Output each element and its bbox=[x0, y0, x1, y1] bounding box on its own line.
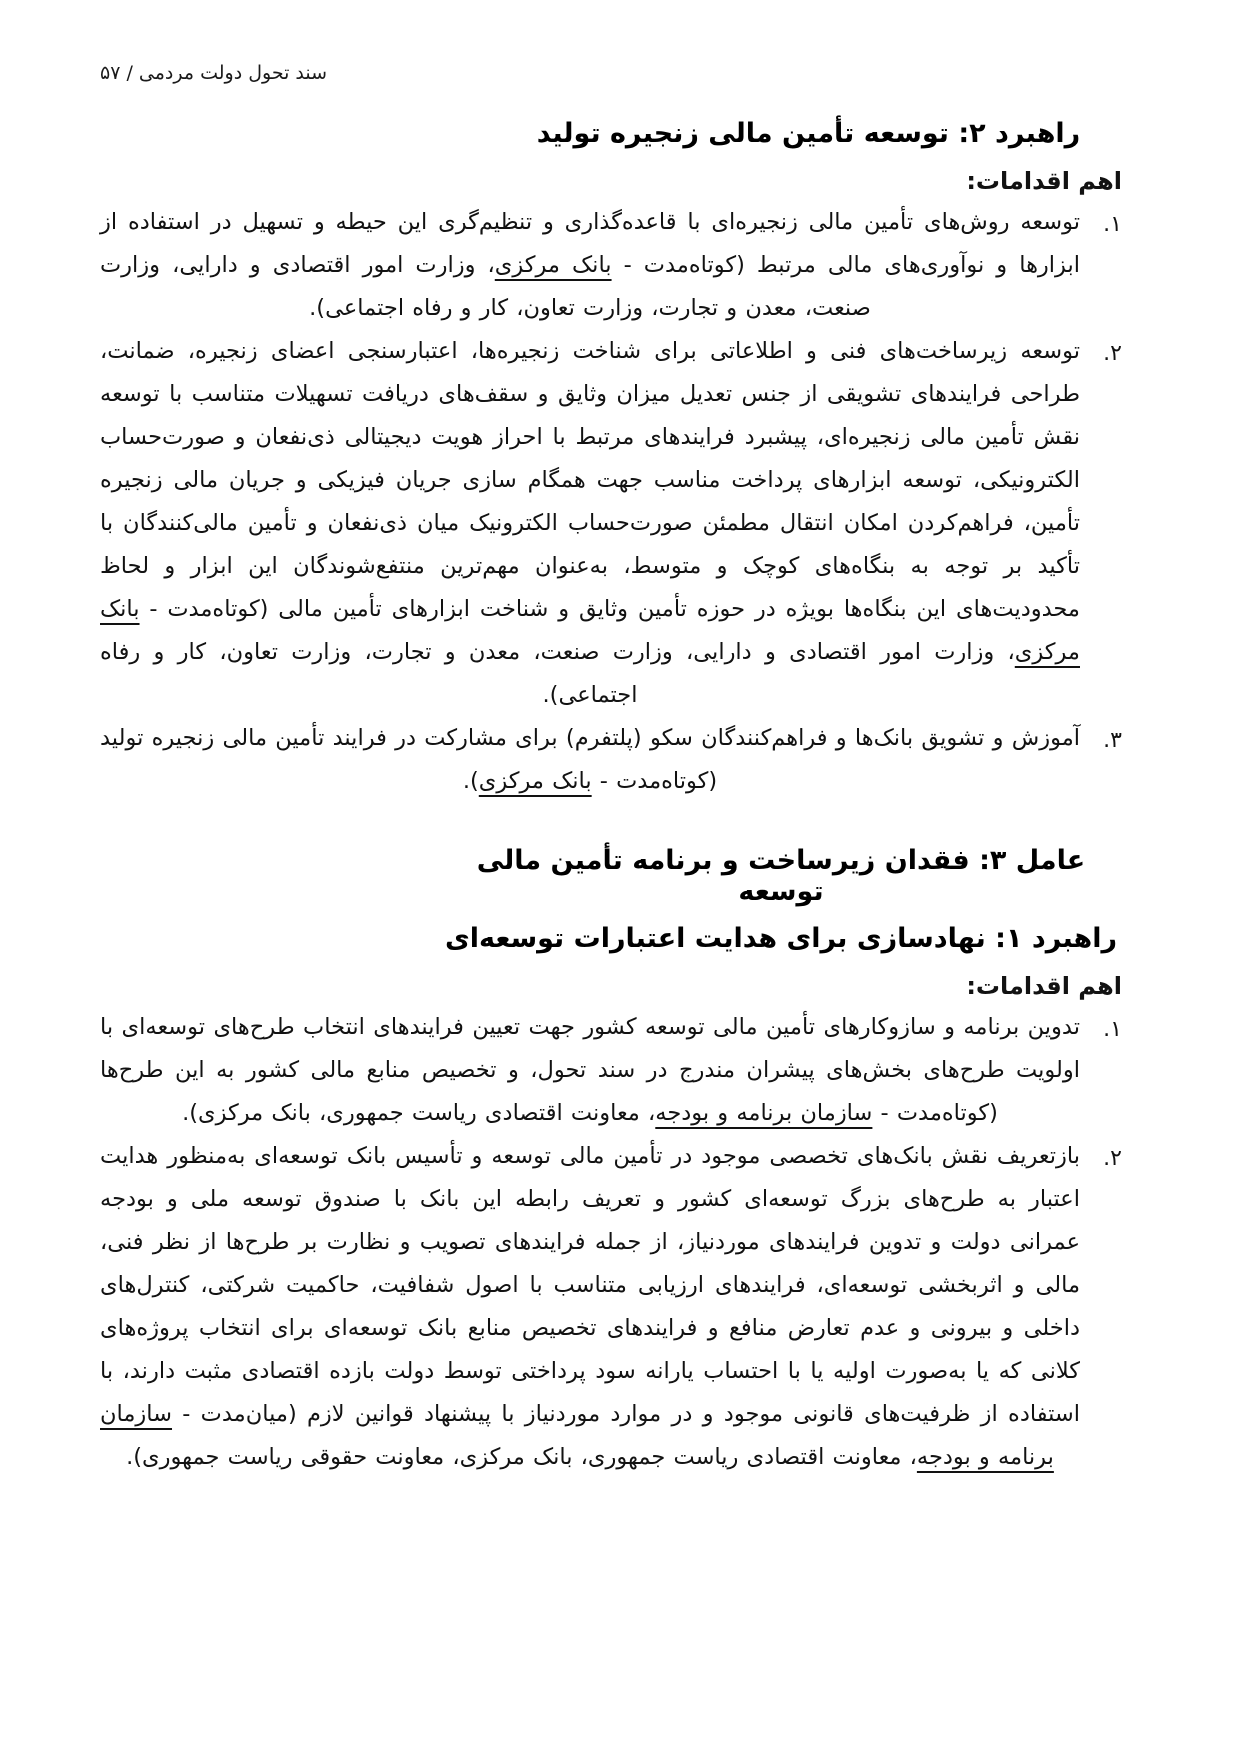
key-actions-label-2: اهم اقدامات: bbox=[966, 972, 1122, 1000]
item-text bbox=[100, 330, 1080, 717]
text-segment: بازتعریف نقش بانک‌های تخصصی موجود در تأمین مالی توسعه و تأسیس بانک توسعه‌ای به‌منظور هدایت اعتبار به طرح‌های بزرگ توسعه‌ای کشور و تعریف رابطه این بانک با صندوق توسعه ملی و بودجه عمرانی دولت و تدوین فرایندهای موردنیاز، از جمله فرایندهای تصویب و نظارت بر طرح‌ها از نظر فنی، مالی و اثربخشی توسعه‌ای، فرایندهای ارزیابی متناسب با اصول شفافیت، حاکمیت شرکتی، کنترل‌های داخلی و بیرونی و عدم تعارض منافع و فرایندهای تخصیص منابع بانک توسعه‌ای برای انتخاب پروژه‌های کلانی که یا به‌صورت اولیه یا با احتساب یارانه سود پرداختی توسط دولت بازده اقتصادی مثبت دارند، با استفاده از ظرفیت‌های قانونی موجود و در موارد موردنیاز با پیشنهاد قوانین لازم (میان‌مدت - bbox=[100, 1143, 1080, 1427]
text-segment: ). bbox=[462, 768, 479, 794]
text-segment: توسعه زیرساخت‌های فنی و اطلاعاتی برای شناخت زنجیره‌ها، اعتبارسنجی اعضای زنجیره، ضمانت، طراحی فرایندهای تشویقی از جنس تعدیل میزان وثایق و سقف‌های دریافت تسهیلات متناسب با توسعه نقش تأمین مالی زنجیره‌ای، پیشبرد فرایندهای مرتبط با احراز هویت دیجیتالی ذی‌نفعان و صورت‌حساب الکترونیکی، توسعه ابزارهای پرداخت مناسب جهت همگام سازی جریان فیزیکی و جریان مالی زنجیره تأمین، فراهم‌کردن امکان انتقال مطمئن صورت‌حساب الکترونیک میان ذی‌نفعان و تأمین مالی‌کنندگان با تأکید بر توجه به بنگاه‌های کوچک و متوسط، به‌عنوان مهم‌ترین منتفع‌شوندگان این ابزار و لحاظ محدودیت‌های این بنگاه‌ها بویژه در حوزه تأمین وثایق و شناخت ابزارهای تأمین مالی (کوتاه‌مدت - bbox=[100, 338, 1080, 622]
text-segment: تدوین برنامه و سازوکارهای تأمین مالی توسعه کشور جهت تعیین فرایندهای انتخاب طرح‌های توسعه‌ای با اولویت طرح‌های بخش‌های پیشران مندرج در سند تحول، و تخصیص منابع مالی کشور به این طرح‌ها (کوتاه‌مدت - bbox=[100, 1014, 1080, 1126]
text-segment: ، معاونت اقتصادی ریاست جمهوری، بانک مرکزی، معاونت حقوقی ریاست جمهوری). bbox=[126, 1444, 917, 1470]
list-item bbox=[100, 201, 1122, 330]
text-segment: ، وزارت امور اقتصادی و دارایی، وزارت صنعت، معدن و تجارت، وزارت تعاون، کار و رفاه اجتماعی). bbox=[100, 252, 871, 321]
item-text bbox=[100, 201, 1080, 330]
strategy-1-heading: راهبرد ۱: نهادسازی برای هدایت اعتبارات توسعه‌ای bbox=[444, 923, 1118, 954]
factor-3-heading: عامل ۳: فقدان زیرساخت و برنامه تأمین مالی توسعه bbox=[476, 845, 1086, 907]
running-header bbox=[100, 62, 1122, 84]
underlined-entity: سازمان برنامه و بودجه bbox=[655, 1100, 873, 1126]
item-number: ۱. bbox=[1103, 212, 1122, 237]
text-segment: آموزش و تشویق بانک‌ها و فراهم‌کنندگان سکو (پلتفرم) برای مشارکت در فرایند تأمین مالی زنجیره تولید (کوتاه‌مدت - bbox=[100, 725, 1080, 794]
strategy-2-heading: راهبرد ۲: توسعه تأمین مالی زنجیره تولید bbox=[536, 118, 1081, 149]
actions-list-1 bbox=[100, 201, 1122, 803]
underlined-entity: بانک مرکزی bbox=[494, 252, 612, 278]
text-segment: توسعه روش‌های تأمین مالی زنجیره‌ای با قاعده‌گذاری و تنظیم‌گری این حیطه و تسهیل در استفاده از ابزارها و نوآوری‌های مالی مرتبط (کوتاه‌مدت - bbox=[100, 209, 1080, 278]
underlined-entity: بانک مرکزی bbox=[100, 596, 1080, 665]
item-text bbox=[100, 717, 1080, 803]
key-actions-label-1: اهم اقدامات: bbox=[966, 167, 1122, 195]
underlined-entity: سازمان برنامه و بودجه bbox=[100, 1401, 1054, 1470]
text-segment: ، معاونت اقتصادی ریاست جمهوری، بانک مرکزی). bbox=[182, 1100, 656, 1126]
list-item bbox=[100, 1135, 1122, 1479]
item-number: ۲. bbox=[1103, 1146, 1122, 1171]
underlined-entity: بانک مرکزی bbox=[478, 768, 592, 794]
item-number: ۳. bbox=[1103, 728, 1122, 753]
running-header-text: سند تحول دولت مردمی / ۵۷ bbox=[100, 62, 328, 84]
text-segment: ، وزارت امور اقتصادی و دارایی، وزارت صنعت، معدن و تجارت، وزارت تعاون، کار و رفاه اجتماعی). bbox=[100, 639, 1015, 708]
list-item bbox=[100, 330, 1122, 717]
item-text bbox=[100, 1006, 1080, 1135]
item-number: ۲. bbox=[1103, 341, 1122, 366]
item-number: ۱. bbox=[1103, 1017, 1122, 1042]
list-item bbox=[100, 717, 1122, 803]
actions-list-2 bbox=[100, 1006, 1122, 1479]
list-item bbox=[100, 1006, 1122, 1135]
item-text bbox=[100, 1135, 1080, 1479]
